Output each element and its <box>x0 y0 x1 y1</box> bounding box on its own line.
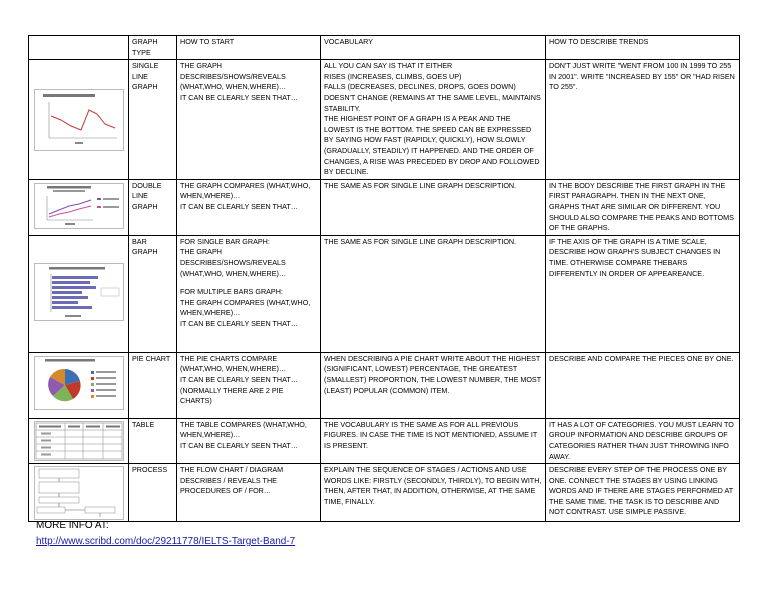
table-row <box>29 235 740 352</box>
graph-type-cell: PIE CHART <box>129 352 177 418</box>
double-line-graph-thumbnail <box>34 183 124 229</box>
graph-type-cell: BAR GRAPH <box>129 235 177 352</box>
start-line: FOR MULTIPLE BARS GRAPH: <box>180 287 283 297</box>
how-to-start-cell <box>177 235 321 352</box>
process-flowchart-thumbnail <box>34 466 124 520</box>
vocabulary-cell <box>321 352 546 418</box>
thumbnail-cell <box>29 418 129 463</box>
vocab-line: RISES (INCREASES, CLIMBS, GOES UP) <box>324 71 462 81</box>
more-info-label: MORE INFO AT: <box>36 520 109 531</box>
vocabulary-cell <box>321 179 546 235</box>
vocabulary-cell <box>321 60 546 180</box>
table-row <box>29 352 740 418</box>
start-line: THE PIE CHARTS COMPARE (WHAT,WHO, WHEN,WHERE)… <box>180 353 287 374</box>
thumbnail-cell <box>29 235 129 352</box>
how-to-start-cell <box>177 418 321 463</box>
thumbnail-cell <box>29 352 129 418</box>
how-to-start-cell <box>177 464 321 522</box>
vocab-line: THE SAME AS FOR SINGLE LINE GRAPH DESCRIPTION. <box>324 236 517 246</box>
vocab-line: THE HIGHEST POINT OF A GRAPH IS A PEAK AND THE LOWEST IS THE BOTTOM. THE SPEED CAN BE EXPRESSED BY SAYING HOW FAST (RAPIDLY, QUICKLY), HOW SLOWLY (GRADUALLY, STEADILY) IT HAPPENED. AND THE ORDER OF CHANGES, A RISE WAS PRECEDED BY DROP AND FOLLOWED BY DECLINE. <box>324 114 540 177</box>
graph-type-cell: SINGLE LINE GRAPH <box>129 60 177 180</box>
header-graph-type: GRAPH TYPE <box>129 36 177 60</box>
vocab-line: THE SAME AS FOR SINGLE LINE GRAPH DESCRIPTION. <box>324 180 517 190</box>
start-line: THE FLOW CHART / DIAGRAM DESCRIBES / REVEALS THE PROCEDURES OF / FOR… <box>180 465 284 496</box>
bar-graph-thumbnail <box>34 263 124 321</box>
header-row <box>29 36 740 60</box>
trends-cell <box>546 235 740 352</box>
table-thumbnail <box>34 421 124 461</box>
ielts-graph-table <box>28 35 740 522</box>
thumbnail-cell <box>29 464 129 522</box>
header-vocabulary: VOCABULARY <box>321 36 546 60</box>
header-how-to-start: HOW TO START <box>177 36 321 60</box>
trends-line: DESCRIBE EVERY STEP OF THE PROCESS ONE BY ONE. CONNECT THE STAGES BY USING LINKING WORDS AND IF THERE ARE STAGES PERFORMED AT THE SAME TIME. THE TASK IS TO DESCRIBE AND NOT CONTRAST. USE SIMPLE PASSIVE. <box>549 465 733 517</box>
vocab-line: DOESN'T CHANGE (REMAINS AT THE SAME LEVEL, MAINTAINS STABILITY. <box>324 92 541 113</box>
how-to-start-cell <box>177 352 321 418</box>
start-line <box>180 279 317 287</box>
trends-cell <box>546 60 740 180</box>
trends-line: DON'T JUST WRITE "WENT FROM 100 IN 1999 TO 255 IN 2001". WRITE "INCREASED BY 155" OR "HAD RISEN TO 255". <box>549 61 735 92</box>
scribd-link[interactable]: http://www.scribd.com/doc/29211778/IELTS-Target-Band-7 <box>36 536 296 547</box>
trends-cell <box>546 352 740 418</box>
start-line: IT CAN BE CLEARLY SEEN THAT… <box>180 92 298 102</box>
header-how-to-describe-trends: HOW TO DESCRIBE TRENDS <box>546 36 740 60</box>
trends-line: DESCRIBE AND COMPARE THE PIECES ONE BY ONE. <box>549 353 734 363</box>
pie-chart-thumbnail <box>34 356 124 410</box>
thumbnail-cell <box>29 60 129 180</box>
vocab-line: THE VOCABULARY IS THE SAME AS FOR ALL PREVIOUS FIGURES. IN CASE THE TIME IS NOT MENTIONED, ASSUME IT IS PRESENT. <box>324 419 538 450</box>
how-to-start-cell <box>177 60 321 180</box>
table-row <box>29 418 740 463</box>
vocab-line: EXPLAIN THE SEQUENCE OF STAGES / ACTIONS AND USE WORDS LIKE: FIRSTLY (SECONDLY, THIRDLY), TO BEGIN WITH, THEN, AFTER THAT, IN ADDITION, OTHERWISE, AT THE SAME TIME, FINALLY. <box>324 465 542 506</box>
vocabulary-cell <box>321 235 546 352</box>
start-line: THE GRAPH COMPARES (WHAT,WHO, WHEN,WHERE)… <box>180 180 311 201</box>
start-line: THE GRAPH DESCRIBES/SHOWS/REVEALS (WHAT,WHO, WHEN,WHERE)… <box>180 247 287 278</box>
start-line: THE GRAPH COMPARES (WHAT,WHO, WHEN,WHERE)… <box>180 297 311 318</box>
trends-line: IT HAS A LOT OF CATEGORIES. YOU MUST LEARN TO GROUP INFORMATION AND DESCRIBE GROUPS OF CATEGORIES RATHER THAN JUST THROWING INFO AWAY. <box>549 419 734 461</box>
how-to-start-cell <box>177 179 321 235</box>
trends-line: IF THE AXIS OF THE GRAPH IS A TIME SCALE, DESCRIBE HOW GRAPH'S SUBJECT CHANGES IN TIME. OTHERWISE COMPARE THEBARS DIFFERENTLY IN ORDER OF APPEAREANCE. <box>549 236 721 278</box>
trends-cell <box>546 464 740 522</box>
trends-cell <box>546 179 740 235</box>
graph-type-cell: TABLE <box>129 418 177 463</box>
start-line: THE TABLE COMPARES (WHAT,WHO, WHEN,WHERE)… <box>180 419 307 440</box>
start-line: IT CAN BE CLEARLY SEEN THAT… <box>180 201 298 211</box>
graph-type-cell: PROCESS <box>129 464 177 522</box>
start-line: IT CAN BE CLEARLY SEEN THAT… <box>180 374 298 384</box>
vocab-line: ALL YOU CAN SAY IS THAT IT EITHER <box>324 61 453 71</box>
start-line: (NORMALLY THERE ARE 2 PIE CHARTS) <box>180 385 284 406</box>
thumbnail-header-cell <box>29 36 129 60</box>
table-row <box>29 464 740 522</box>
start-line: THE GRAPH DESCRIBES/SHOWS/REVEALS (WHAT,WHO, WHEN,WHERE)… <box>180 61 287 92</box>
vocabulary-cell <box>321 464 546 522</box>
start-line: IT CAN BE CLEARLY SEEN THAT… <box>180 318 298 328</box>
single-line-graph-thumbnail <box>34 89 124 151</box>
table-row <box>29 179 740 235</box>
start-line: FOR SINGLE BAR GRAPH: <box>180 236 270 246</box>
graph-type-cell: DOUBLE LINE GRAPH <box>129 179 177 235</box>
vocabulary-cell <box>321 418 546 463</box>
start-line: IT CAN BE CLEARLY SEEN THAT… <box>180 440 298 450</box>
table-row <box>29 60 740 180</box>
vocab-line: WHEN DESCRIBING A PIE CHART WRITE ABOUT THE HIGHEST (SIGNIFICANT, LOWEST) PERCENTAGE, THE GREATEST (SMALLEST) PROPORTION, THE LOWEST NUMBER, THE MOST (LEAST) POPULAR (COMMON) ITEM. <box>324 353 541 395</box>
vocab-line: FALLS (DECREASES, DECLINES, DROPS, GOES DOWN) <box>324 82 516 92</box>
trends-line: IN THE BODY DESCRIBE THE FIRST GRAPH IN THE FIRST PARAGRAPH. THEN IN THE NEXT ONE, GRAPHS THAT ARE SIMILAR OR DIFFERENT. YOU SHOULD ALSO COMPARE THE PEAKS AND BOTTOMS OF THE GRAPHS. <box>549 180 734 233</box>
trends-cell <box>546 418 740 463</box>
thumbnail-cell <box>29 179 129 235</box>
